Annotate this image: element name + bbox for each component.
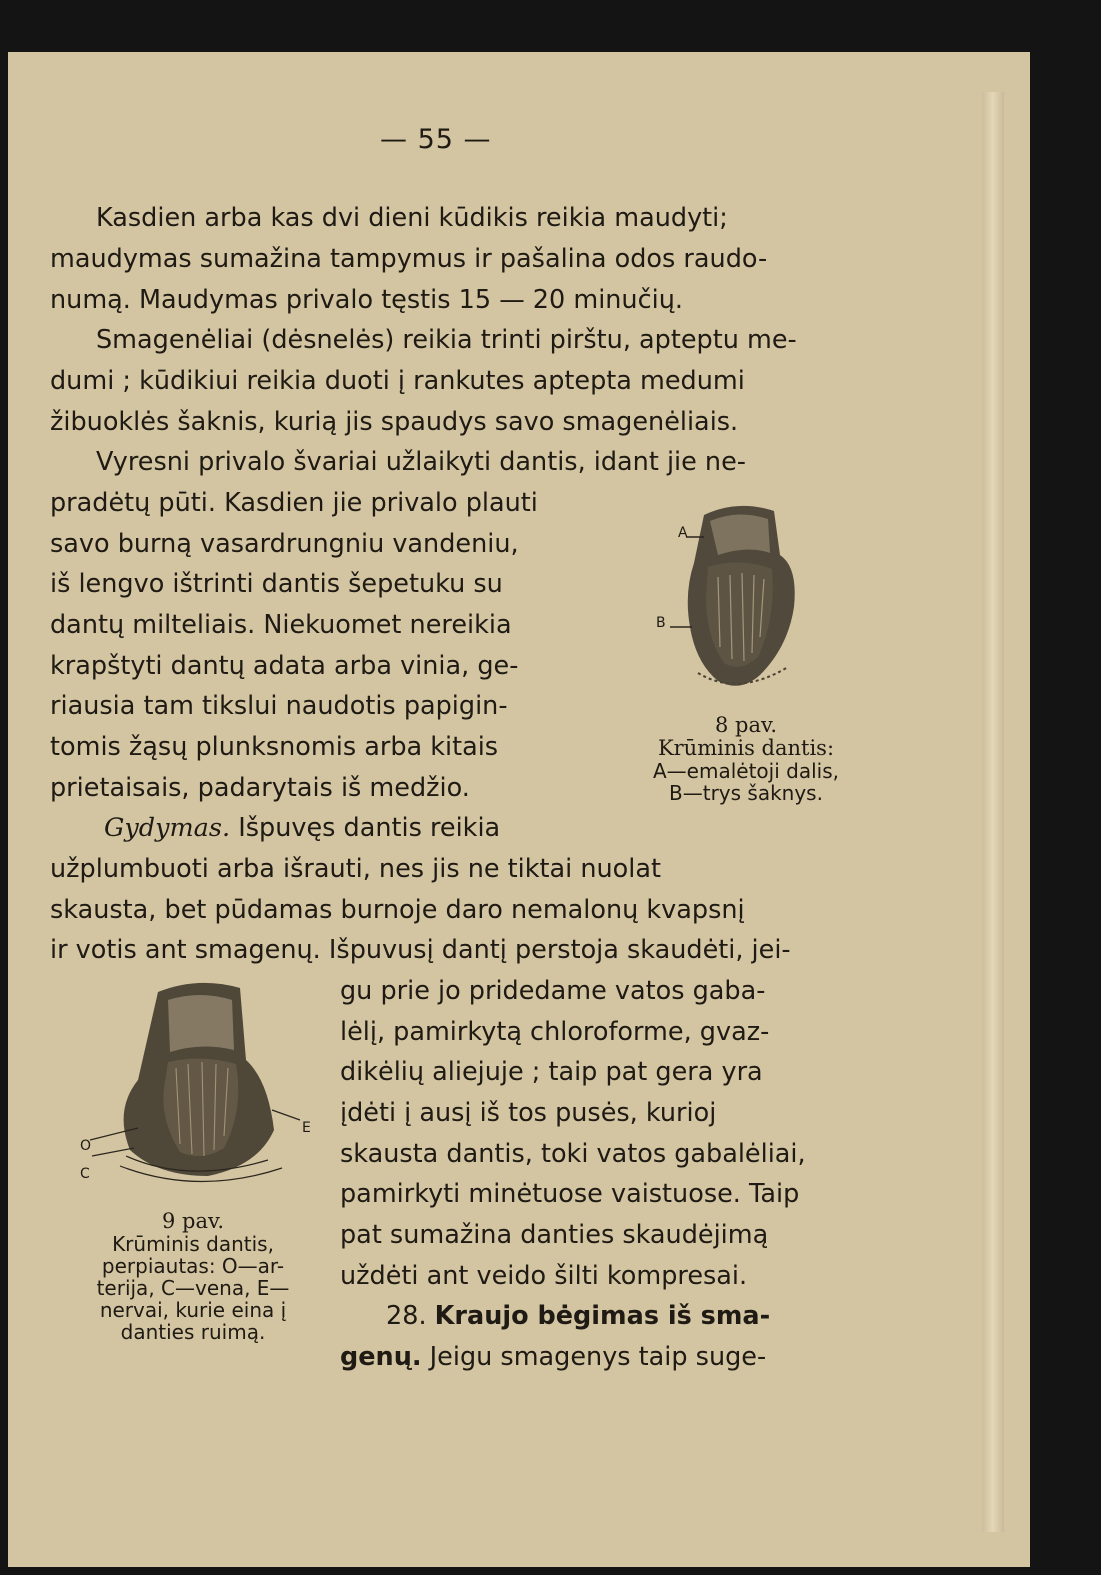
gydymas-line — [104, 808, 500, 849]
text-line: riausia tam tikslui naudotis papigin- — [50, 691, 508, 721]
caption-line: Krūminis dantis, — [112, 1232, 274, 1256]
text-line: dikėlių aliejuje ; taip pat gera yra — [340, 1057, 763, 1087]
figure-9-tooth-section — [68, 970, 318, 1200]
text-line: savo burną vasardrungniu vandeniu, — [50, 529, 519, 559]
label-o: O — [80, 1138, 92, 1154]
caption-line: Krūminis dantis: — [657, 736, 835, 760]
label-b: B — [656, 615, 666, 631]
text-line: dantų milteliais. Niekuomet nereikia — [50, 610, 512, 640]
tooth-section-illustration — [68, 970, 318, 1200]
text-line: Smagenėliai (dėsnelės) reikia trinti pirštu, apteptu me- — [96, 325, 797, 355]
gydymas-text: Išpuvęs dantis reikia — [238, 813, 501, 843]
section-number: 28. — [386, 1301, 427, 1331]
book-page — [8, 52, 1030, 1567]
text-line: pat sumažina danties skaudėjimą — [340, 1220, 769, 1250]
text-line: skausta, bet pūdamas burnoje daro nemalonų kvapsnį — [50, 895, 745, 925]
caption-line: danties ruimą. — [120, 1320, 266, 1344]
section-title: Kraujo bėgimas iš sma- — [434, 1301, 771, 1331]
text-line: įdėti į ausį iš tos pusės, kurioj — [340, 1098, 717, 1128]
text-line: maudymas sumažina tampymus ir pašalina odos raudo- — [50, 244, 768, 274]
text-line: Jeigu smagenys taip suge- — [429, 1342, 767, 1372]
section-heading — [386, 1296, 770, 1337]
label-e: E — [302, 1120, 311, 1136]
text-line: krapštyti dantų adata arba vinia, ge- — [50, 651, 519, 681]
caption-number: 9 pav. — [161, 1209, 225, 1233]
label-c: C — [80, 1166, 90, 1182]
label-a: A — [678, 525, 688, 541]
tooth-illustration — [648, 497, 818, 707]
text-line: pradėtų pūti. Kasdien jie privalo plauti — [50, 488, 538, 518]
caption-line: A—emalėtoji dalis, — [653, 759, 839, 783]
caption-line: terija, C—vena, E— — [96, 1276, 290, 1300]
figure-9-caption — [68, 1210, 318, 1343]
text-line: ir votis ant smagenų. Išpuvusį dantį perstoja skaudėti, jei- — [50, 935, 791, 965]
text-line: gu prie jo pridedame vatos gaba- — [340, 976, 766, 1006]
text-line: žibuoklės šaknis, kurią jis spaudys savo smagenėliais. — [50, 407, 739, 437]
text-line: užplumbuoti arba išrauti, nes jis ne tiktai nuolat — [50, 854, 661, 884]
caption-line: B—trys šaknys. — [669, 781, 823, 805]
text-line: prietaisais, padarytais iš medžio. — [50, 773, 470, 803]
text-line: iš lengvo ištrinti dantis šepetuku su — [50, 569, 503, 599]
text-line: Kasdien arba kas dvi dieni kūdikis reikia maudyti; — [96, 203, 728, 233]
text-line: lėlį, pamirkytą chloroforme, gvaz- — [340, 1017, 770, 1047]
text-line: Vyresni privalo švariai užlaikyti dantis, idant jie ne- — [96, 447, 746, 477]
text-line: tomis žąsų plunksnomis arba kitais — [50, 732, 499, 762]
figure-8-caption — [616, 714, 876, 804]
gydymas-label: Gydymas. — [104, 813, 231, 843]
last-line — [340, 1337, 766, 1378]
caption-number: 8 pav. — [714, 713, 778, 737]
caption-line: perpiautas: O—ar- — [101, 1254, 285, 1278]
text-line: numą. Maudymas privalo tęstis 15 — 20 minučių. — [50, 285, 683, 315]
text-line: pamirkyti minėtuose vaistuose. Taip — [340, 1179, 800, 1209]
text-line: uždėti ant veido šilti kompresai. — [340, 1261, 748, 1291]
section-title-end: genų. — [340, 1342, 422, 1372]
page-edge — [982, 92, 1004, 1532]
page-number: — 55 — — [380, 124, 492, 155]
figure-8-tooth — [648, 497, 818, 707]
caption-line: nervai, kurie eina į — [99, 1298, 287, 1322]
text-line: skausta dantis, toki vatos gabalėliai, — [340, 1139, 806, 1169]
text-line: dumi ; kūdikiui reikia duoti į rankutes aptepta medumi — [50, 366, 745, 396]
